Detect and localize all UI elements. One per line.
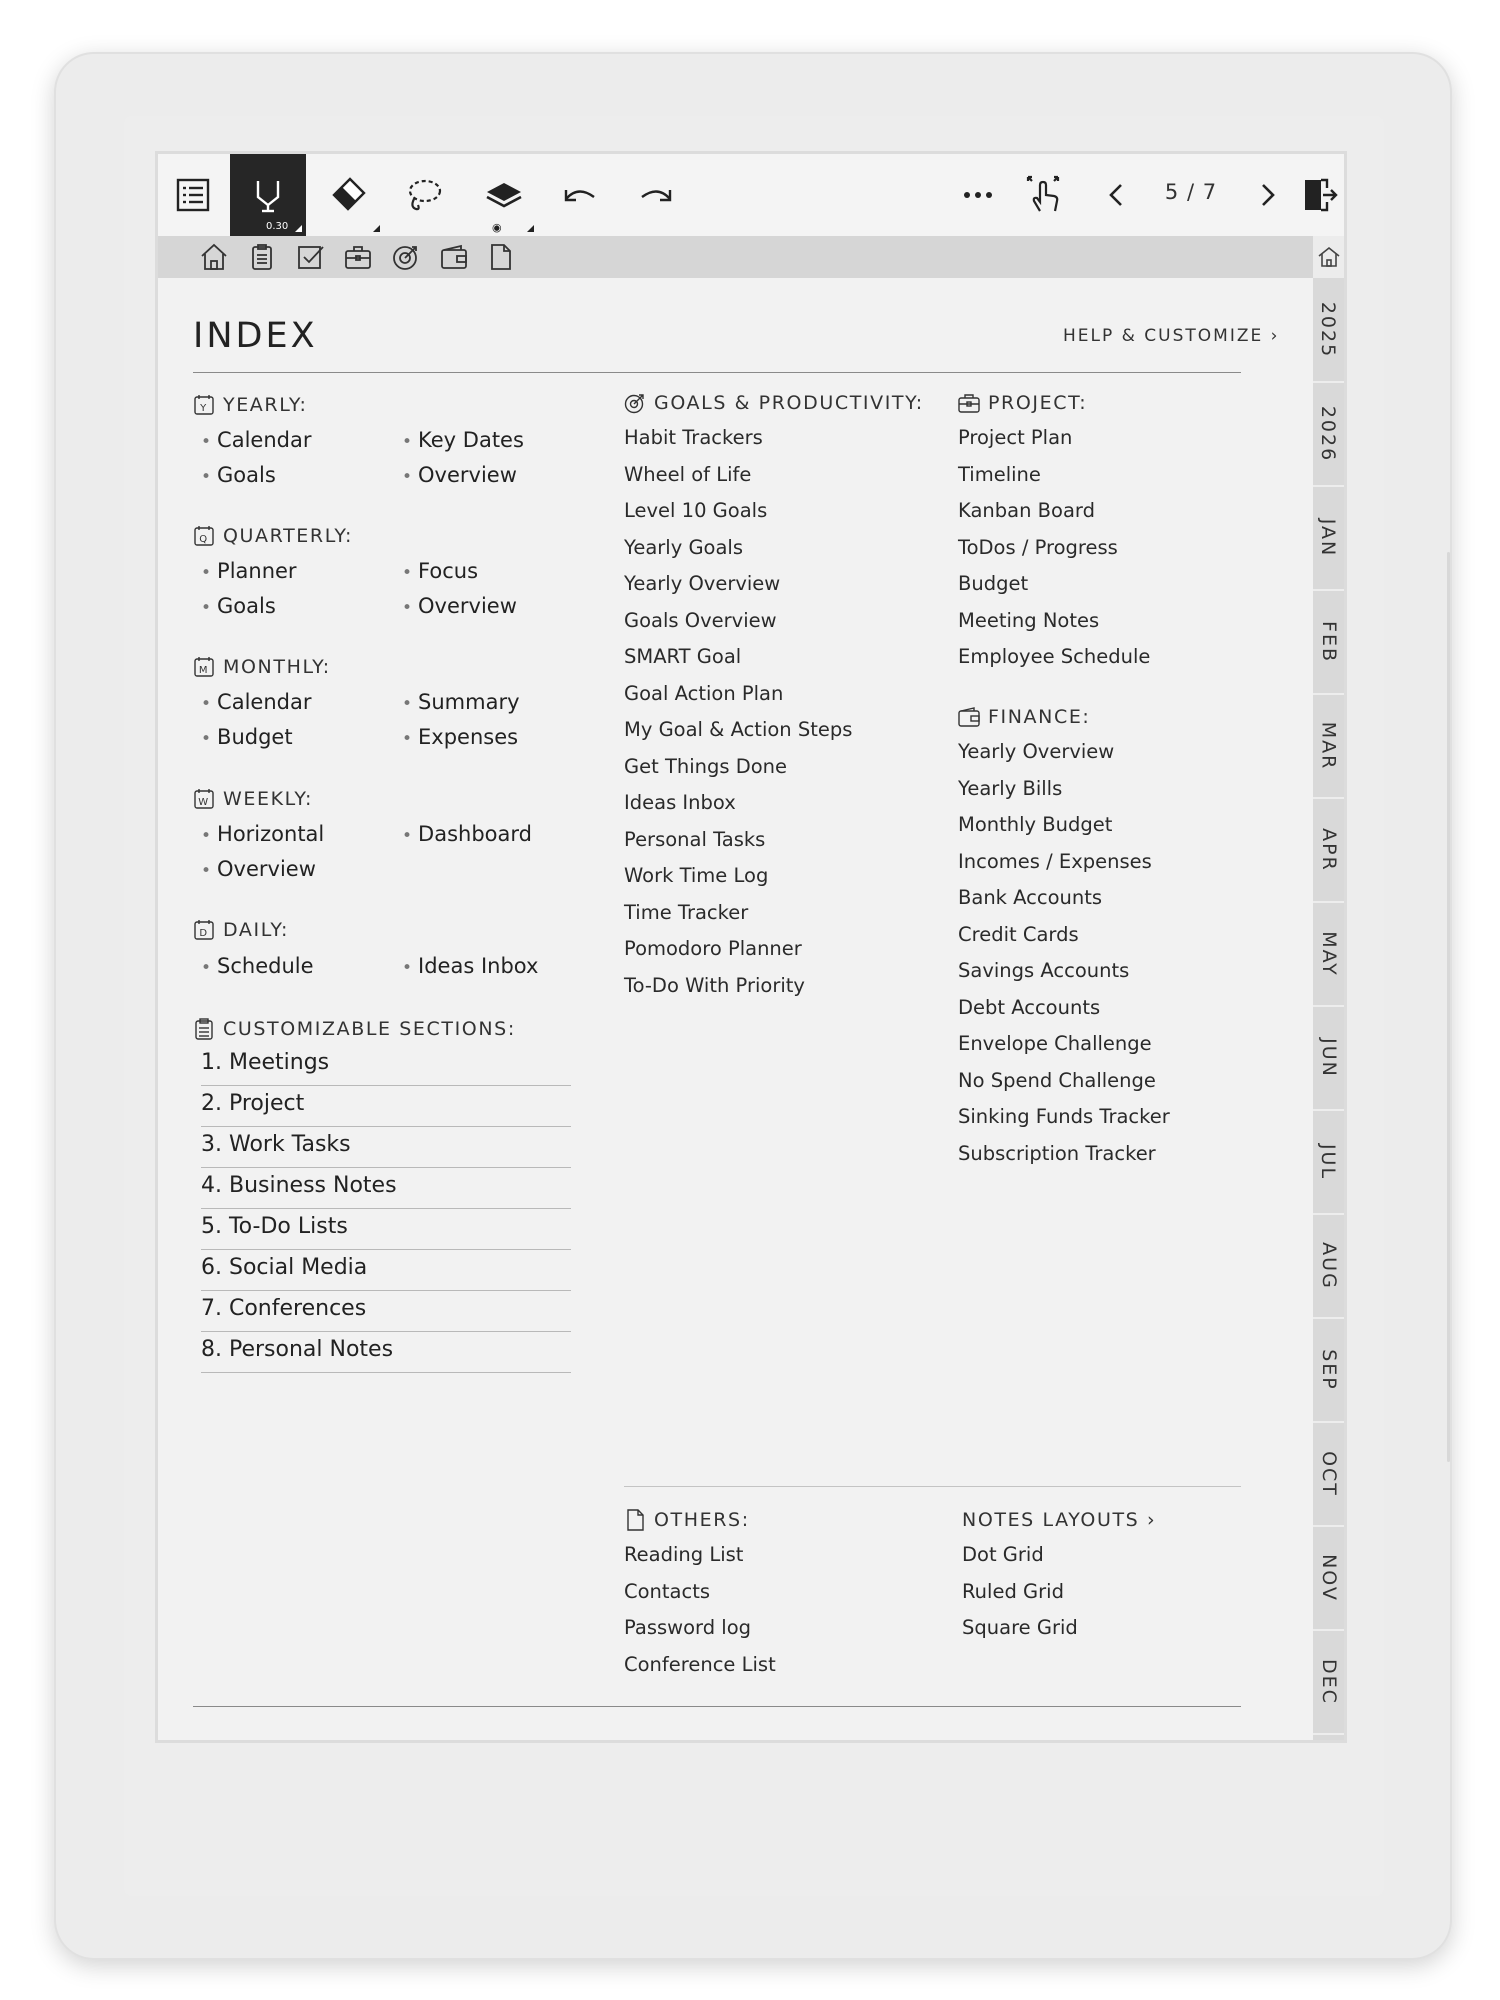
month-tab-aug[interactable]: AUG <box>1313 1214 1344 1319</box>
goals-item[interactable]: To-Do With Priority <box>624 974 805 997</box>
yearly-key-dates-link[interactable]: • Key Dates <box>402 428 524 452</box>
more-button[interactable] <box>948 154 1008 236</box>
finance-item[interactable]: Yearly Overview <box>958 740 1115 763</box>
project-item[interactable]: Kanban Board <box>958 499 1095 522</box>
wallet-icon <box>439 242 469 272</box>
month-tab-dec[interactable]: DEC <box>1313 1630 1344 1735</box>
others-heading[interactable]: OTHERS: <box>624 1509 750 1531</box>
finance-item[interactable]: Savings Accounts <box>958 959 1130 982</box>
others-item[interactable]: Reading List <box>624 1543 744 1566</box>
list-icon <box>173 175 213 215</box>
layers-button[interactable] <box>466 154 542 236</box>
finance-item[interactable]: Incomes / Expenses <box>958 850 1152 873</box>
home-icon <box>1317 245 1341 269</box>
tab-tasks[interactable] <box>292 240 328 274</box>
finance-item[interactable]: Bank Accounts <box>958 886 1103 909</box>
others-item[interactable]: Conference List <box>624 1653 776 1676</box>
month-tab-2026[interactable]: 2026 <box>1313 382 1344 487</box>
others-item[interactable]: Password log <box>624 1616 752 1639</box>
yearly-calendar-link[interactable]: • Calendar <box>201 428 311 452</box>
strip-home-button[interactable] <box>1313 236 1344 278</box>
weekly-horizontal-link[interactable]: • Horizontal <box>201 822 324 846</box>
tab-goals[interactable] <box>388 240 424 274</box>
goals-item[interactable]: Time Tracker <box>624 901 749 924</box>
customizable-sections-heading: CUSTOMIZABLE SECTIONS: <box>193 1018 516 1040</box>
goals-item[interactable]: Work Time Log <box>624 864 769 887</box>
goals-item[interactable]: Wheel of Life <box>624 463 752 486</box>
pen-tool-button[interactable] <box>230 154 306 236</box>
yearly-goals-link[interactable]: • Goals <box>201 463 276 487</box>
wallet-icon <box>958 706 980 728</box>
calendar-q-icon <box>193 525 215 547</box>
svg-text:Y: Y <box>200 403 208 414</box>
quarterly-goals-link[interactable]: • Goals <box>201 594 276 618</box>
bottom-divider <box>193 1706 1241 1707</box>
goals-item[interactable]: SMART Goal <box>624 645 742 668</box>
calendar-d-icon <box>193 919 215 941</box>
eye-icon: ◉ <box>492 221 502 234</box>
custom-section-meetings[interactable]: 1. Meetings <box>201 1046 571 1086</box>
goals-item[interactable]: Get Things Done <box>624 755 788 778</box>
chevron-right-icon <box>1247 175 1287 215</box>
month-tab-sep[interactable]: SEP <box>1313 1318 1344 1423</box>
monthly-heading[interactable]: M MONTHLY: <box>193 656 331 678</box>
yearly-overview-link[interactable]: • Overview <box>402 463 517 487</box>
calendar-w-icon <box>193 788 215 810</box>
home-icon <box>199 242 229 272</box>
screen <box>158 154 1344 1740</box>
project-item[interactable]: Project Plan <box>958 426 1073 449</box>
clipboard-icon <box>247 242 277 272</box>
tab-home[interactable] <box>196 240 232 274</box>
more-icon <box>958 175 998 215</box>
tab-finance[interactable] <box>436 240 472 274</box>
daily-schedule-link[interactable]: • Schedule <box>201 954 314 978</box>
month-strip <box>1313 236 1344 1740</box>
eraser-button[interactable] <box>314 154 382 236</box>
touch-toggle-button[interactable] <box>1014 154 1074 236</box>
month-tab-2025[interactable]: 2025 <box>1313 278 1344 383</box>
section-tab-bar <box>158 236 1313 278</box>
goals-item[interactable]: Yearly Overview <box>624 572 781 595</box>
finance-heading[interactable]: FINANCE: <box>958 706 1090 728</box>
calendar-m-icon <box>193 656 215 678</box>
weekly-overview-link[interactable]: • Overview <box>201 857 316 881</box>
finance-item[interactable]: Credit Cards <box>958 923 1079 946</box>
next-page-button[interactable] <box>1242 154 1292 236</box>
svg-text:D: D <box>199 928 209 939</box>
month-tab-jan[interactable]: JAN <box>1313 486 1344 591</box>
notes-layout-item[interactable]: Dot Grid <box>962 1543 1044 1566</box>
finance-item[interactable]: Subscription Tracker <box>958 1142 1156 1165</box>
svg-text:W: W <box>198 797 210 808</box>
finance-item[interactable]: Envelope Challenge <box>958 1032 1152 1055</box>
target-icon <box>624 392 646 414</box>
redo-icon <box>636 175 676 215</box>
page-icon <box>624 1509 646 1531</box>
month-tab-may[interactable]: MAY <box>1313 902 1344 1007</box>
custom-section-conferences[interactable]: 7. Conferences <box>201 1292 571 1332</box>
svg-text:Q: Q <box>199 534 209 545</box>
goals-item[interactable]: Yearly Goals <box>624 536 744 559</box>
project-item[interactable]: ToDos / Progress <box>958 536 1118 559</box>
page-icon <box>485 242 515 272</box>
lasso-icon <box>404 175 444 215</box>
project-item[interactable]: Budget <box>958 572 1029 595</box>
quarterly-focus-link[interactable]: • Focus <box>402 559 478 583</box>
goals-item[interactable]: Pomodoro Planner <box>624 937 802 960</box>
exit-button[interactable] <box>1294 154 1344 236</box>
custom-section-todo-lists[interactable]: 5. To-Do Lists <box>201 1210 571 1250</box>
title-divider <box>193 372 1241 373</box>
goals-item[interactable]: Goals Overview <box>624 609 777 632</box>
redo-button[interactable] <box>622 154 690 236</box>
project-heading[interactable]: PROJECT: <box>958 392 1087 414</box>
quarterly-heading[interactable]: Q QUARTERLY: <box>193 525 353 547</box>
goals-item[interactable]: Level 10 Goals <box>624 499 768 522</box>
goals-productivity-heading[interactable]: GOALS & PRODUCTIVITY: <box>624 392 924 414</box>
yearly-heading[interactable]: Y YEARLY: <box>193 394 308 416</box>
toolbar <box>158 154 1344 236</box>
clipboard-icon <box>193 1018 215 1040</box>
eraser-icon <box>328 175 368 215</box>
notes-layout-item[interactable]: Square Grid <box>962 1616 1078 1639</box>
finance-item[interactable]: Yearly Bills <box>958 777 1063 800</box>
previous-page-button[interactable] <box>1092 154 1142 236</box>
tab-notes[interactable] <box>244 240 280 274</box>
index-page <box>158 278 1313 1740</box>
notes-layouts-heading[interactable]: NOTES LAYOUTS › <box>962 1509 1157 1531</box>
checkbox-icon <box>295 242 325 272</box>
month-tab-nov[interactable]: NOV <box>1313 1526 1344 1631</box>
weekly-dashboard-link[interactable]: • Dashboard <box>402 822 532 846</box>
lasso-button[interactable] <box>390 154 458 236</box>
pen-size-label: 0.30 <box>266 221 289 232</box>
briefcase-icon <box>958 392 980 414</box>
monthly-summary-link[interactable]: • Summary <box>402 690 520 714</box>
finance-item[interactable]: Monthly Budget <box>958 813 1113 836</box>
finance-item[interactable]: No Spend Challenge <box>958 1069 1156 1092</box>
month-tab-oct[interactable]: OCT <box>1313 1422 1344 1527</box>
others-divider <box>624 1486 1241 1487</box>
custom-section-project[interactable]: 2. Project <box>201 1087 571 1127</box>
month-tab-apr[interactable]: APR <box>1313 798 1344 903</box>
month-tab-feb[interactable]: FEB <box>1313 590 1344 695</box>
project-item[interactable]: Employee Schedule <box>958 645 1151 668</box>
project-item[interactable]: Timeline <box>958 463 1041 486</box>
undo-icon <box>560 175 600 215</box>
goals-item[interactable]: My Goal & Action Steps <box>624 718 853 741</box>
briefcase-icon <box>343 242 373 272</box>
tab-project[interactable] <box>340 240 376 274</box>
target-icon <box>391 242 421 272</box>
help-customize-link[interactable]: HELP & CUSTOMIZE › <box>1063 326 1280 346</box>
goals-item[interactable]: Habit Trackers <box>624 426 763 449</box>
page-indicator[interactable]: 5 / 7 <box>1164 180 1218 204</box>
pen-options-indicator <box>295 225 302 232</box>
daily-heading[interactable]: D DAILY: <box>193 919 289 941</box>
monthly-expenses-link[interactable]: • Expenses <box>402 725 518 749</box>
custom-section-personal-notes[interactable]: 8. Personal Notes <box>201 1333 571 1373</box>
quarterly-planner-link[interactable]: • Planner <box>201 559 297 583</box>
layers-options-indicator <box>527 225 534 232</box>
weekly-heading[interactable]: W WEEKLY: <box>193 788 313 810</box>
calendar-y-icon <box>193 394 215 416</box>
monthly-calendar-link[interactable]: • Calendar <box>201 690 311 714</box>
eraser-options-indicator <box>373 225 380 232</box>
custom-section-social-media[interactable]: 6. Social Media <box>201 1251 571 1291</box>
finance-item[interactable]: Debt Accounts <box>958 996 1101 1019</box>
finance-item[interactable]: Sinking Funds Tracker <box>958 1105 1170 1128</box>
toc-button[interactable] <box>164 154 222 236</box>
monthly-budget-link[interactable]: • Budget <box>201 725 293 749</box>
tab-others[interactable] <box>482 240 518 274</box>
tablet-side-edge <box>1447 552 1450 1462</box>
svg-text:M: M <box>198 665 210 676</box>
hand-touch-icon <box>1024 175 1064 215</box>
page-title: INDEX <box>193 316 318 356</box>
goals-item[interactable]: Personal Tasks <box>624 828 766 851</box>
quarterly-overview-link[interactable]: • Overview <box>402 594 517 618</box>
pen-icon <box>248 175 288 215</box>
exit-icon <box>1299 175 1339 215</box>
project-item[interactable]: Meeting Notes <box>958 609 1100 632</box>
month-tab-jun[interactable]: JUN <box>1313 1006 1344 1111</box>
custom-section-work-tasks[interactable]: 3. Work Tasks <box>201 1128 571 1168</box>
month-tab-jul[interactable]: JUL <box>1313 1110 1344 1215</box>
others-item[interactable]: Contacts <box>624 1580 711 1603</box>
layers-icon <box>484 175 524 215</box>
undo-button[interactable] <box>546 154 614 236</box>
custom-section-business-notes[interactable]: 4. Business Notes <box>201 1169 571 1209</box>
chevron-left-icon <box>1097 175 1137 215</box>
goals-item[interactable]: Ideas Inbox <box>624 791 736 814</box>
notes-layout-item[interactable]: Ruled Grid <box>962 1580 1064 1603</box>
goals-item[interactable]: Goal Action Plan <box>624 682 784 705</box>
month-tab-mar[interactable]: MAR <box>1313 694 1344 799</box>
daily-ideas-inbox-link[interactable]: • Ideas Inbox <box>402 954 538 978</box>
